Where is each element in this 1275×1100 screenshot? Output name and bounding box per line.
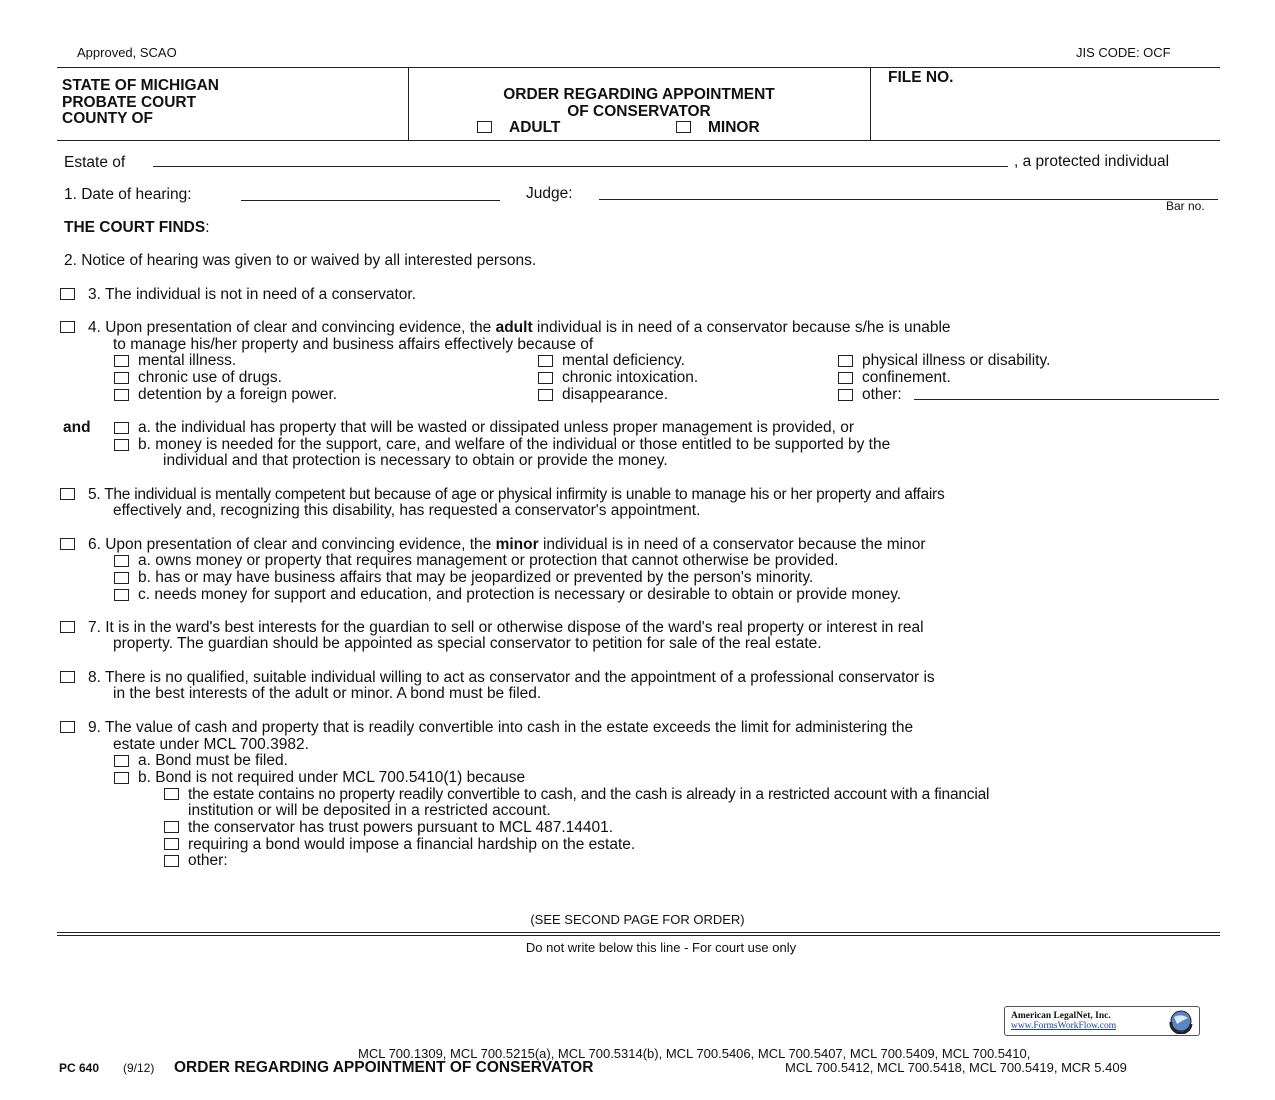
globe-icon [1165, 1008, 1195, 1034]
protected-individual-label: , a protected individual [1014, 153, 1170, 170]
finding-3: 3. The individual is not in need of a conservator. [88, 286, 417, 303]
adult-checkbox[interactable] [477, 121, 492, 133]
finding-9: 9. The value of cash and property that is readily convertible into cash in the estate exceeds the limit for administering the [88, 719, 914, 736]
reason-mental-illness: mental illness. [138, 352, 237, 369]
header-divider-right [870, 67, 871, 140]
file-no-label: FILE NO. [888, 69, 954, 86]
finding-6a: a. owns money or property that requires management or protection that cannot otherwise be provided. [138, 552, 839, 569]
finding-9a-checkbox[interactable] [114, 755, 129, 767]
form-title-line2: OF CONSERVATOR [567, 103, 711, 120]
finding-7-line2: property. The guardian should be appointed as special conservator to petition for sale of the real estate. [113, 635, 822, 652]
bar-no-label: Bar no. [1166, 199, 1205, 213]
reason-intoxication: chronic intoxication. [562, 369, 699, 386]
footer-form-title: ORDER REGARDING APPOINTMENT OF CONSERVATOR [174, 1059, 594, 1076]
bond-reason-other: other: [188, 852, 228, 869]
court-county: COUNTY OF [62, 110, 153, 127]
header-bottom-rule [57, 140, 1220, 141]
reason-disappearance: disappearance. [562, 386, 668, 403]
reason-confinement-checkbox[interactable] [838, 372, 853, 384]
bond-reason-restricted-checkbox[interactable] [164, 788, 179, 800]
finding-9b: b. Bond is not required under MCL 700.5410(1) because [138, 769, 526, 786]
bond-reason-hardship-checkbox[interactable] [164, 838, 179, 850]
finding-6c: c. needs money for support and education, and protection is necessary or desirable to obtain or provide money. [138, 586, 902, 603]
judge-field[interactable] [599, 199, 1218, 200]
hearing-date-label: 1. Date of hearing: [64, 186, 192, 203]
bond-reason-restricted-line2: institution or will be deposited in a restricted account. [188, 802, 551, 819]
finding-9b-checkbox[interactable] [114, 772, 129, 784]
logo-url[interactable]: www.FormsWorkFlow.com [1011, 1021, 1117, 1031]
judge-label: Judge: [526, 185, 573, 202]
finding-9a: a. Bond must be filed. [138, 752, 288, 769]
finding-8-line2: in the best interests of the adult or minor. A bond must be filed. [113, 685, 542, 702]
finding-4b-line2: individual and that protection is necessary to obtain or provide the money. [163, 452, 668, 469]
reason-drugs: chronic use of drugs. [138, 369, 282, 386]
approved-text: Approved, SCAO [77, 45, 177, 60]
and-label: and [63, 419, 91, 436]
finding-4b-checkbox[interactable] [114, 439, 129, 451]
reason-disappearance-checkbox[interactable] [538, 389, 553, 401]
logo-company-name: American LegalNet, Inc. [1011, 1011, 1111, 1021]
finding-9-line2: estate under MCL 700.3982. [113, 736, 309, 753]
finding-4-line2: to manage his/her property and business affairs effectively because of [113, 336, 594, 353]
reason-physical-illness-checkbox[interactable] [838, 355, 853, 367]
bond-reason-trust: the conservator has trust powers pursuant to MCL 487.14401. [188, 819, 614, 836]
finding-6c-checkbox[interactable] [114, 589, 129, 601]
reason-confinement: confinement. [862, 369, 951, 386]
finding-6: 6. Upon presentation of clear and convincing evidence, the minor individual is in need of a conservator because the minor [88, 536, 926, 553]
form-code: PC 640 [59, 1061, 100, 1075]
adult-label: ADULT [509, 119, 561, 136]
estate-name-field[interactable] [153, 166, 1008, 167]
court-state: STATE OF MICHIGAN [62, 77, 219, 94]
see-second-page: (SEE SECOND PAGE FOR ORDER) [530, 912, 745, 927]
finding-6b-checkbox[interactable] [114, 572, 129, 584]
court-use-only-text: Do not write below this line - For court use only [525, 940, 797, 955]
finding-4-checkbox[interactable] [60, 321, 75, 333]
finding-6b: b. has or may have business affairs that may be jeopardized or prevented by the person's minority. [138, 569, 814, 586]
court-use-rule-2 [57, 935, 1220, 936]
reason-other-label: other: [862, 386, 902, 403]
bond-reason-trust-checkbox[interactable] [164, 821, 179, 833]
reason-intoxication-checkbox[interactable] [538, 372, 553, 384]
reason-physical-illness: physical illness or disability. [862, 352, 1051, 369]
finding-8: 8. There is no qualified, suitable individual willing to act as conservator and the appointment of a professional conservator is [88, 669, 935, 686]
finding-4: 4. Upon presentation of clear and convincing evidence, the adult individual is in need of a conservator because s/he is unable [88, 319, 951, 336]
reason-other-checkbox[interactable] [838, 389, 853, 401]
court-finds-heading: THE COURT FINDS: [64, 219, 210, 236]
bond-reason-other-checkbox[interactable] [164, 855, 179, 867]
finding-4a-checkbox[interactable] [114, 422, 129, 434]
reason-drugs-checkbox[interactable] [114, 372, 129, 384]
finding-7: 7. It is in the ward's best interests for the guardian to sell or otherwise dispose of the ward's real property or interest in real [88, 619, 924, 636]
court-name: PROBATE COURT [62, 94, 197, 111]
finding-3-checkbox[interactable] [60, 288, 75, 300]
mcl-citations-line2: MCL 700.5412, MCL 700.5418, MCL 700.5419, MCR 5.409 [785, 1060, 1127, 1075]
minor-label: MINOR [708, 119, 760, 136]
header-top-rule [57, 67, 1220, 68]
estate-label: Estate of [64, 154, 126, 171]
finding-4a: a. the individual has property that will be wasted or dissipated unless proper management is provided, or [138, 419, 854, 436]
reason-mental-deficiency: mental deficiency. [562, 352, 685, 369]
minor-checkbox[interactable] [676, 121, 691, 133]
american-legalnet-logo [1004, 1006, 1200, 1036]
finding-5: 5. The individual is mentally competent but because of age or physical infirmity is unable to manage his or her property and affairs [88, 486, 945, 503]
finding-6a-checkbox[interactable] [114, 555, 129, 567]
finding-6-checkbox[interactable] [60, 538, 75, 550]
jis-code: JIS CODE: OCF [1076, 45, 1171, 60]
finding-8-checkbox[interactable] [60, 671, 75, 683]
reason-mental-illness-checkbox[interactable] [114, 355, 129, 367]
bond-reason-hardship: requiring a bond would impose a financial hardship on the estate. [188, 836, 636, 853]
finding-5-checkbox[interactable] [60, 488, 75, 500]
form-title-line1: ORDER REGARDING APPOINTMENT [503, 86, 775, 103]
hearing-date-field[interactable] [241, 200, 500, 201]
finding-7-checkbox[interactable] [60, 621, 75, 633]
bond-reason-restricted: the estate contains no property readily convertible to cash, and the cash is already in a restricted account with a financial [188, 786, 990, 803]
court-use-rule-1 [57, 932, 1220, 933]
reason-other-field[interactable] [914, 399, 1219, 400]
reason-detention-checkbox[interactable] [114, 389, 129, 401]
reason-detention: detention by a foreign power. [138, 386, 338, 403]
finding-2: 2. Notice of hearing was given to or waived by all interested persons. [64, 252, 537, 269]
finding-5-line2: effectively and, recognizing this disability, has requested a conservator's appointment. [113, 502, 701, 519]
finding-9-checkbox[interactable] [60, 721, 75, 733]
mcl-citations-line1: MCL 700.1309, MCL 700.5215(a), MCL 700.5314(b), MCL 700.5406, MCL 700.5407, MCL 700.5409, MCL 700.5410, [358, 1046, 1031, 1061]
form-revision: (9/12) [123, 1061, 155, 1075]
finding-4b: b. money is needed for the support, care, and welfare of the individual or those entitled to be supported by the [138, 436, 891, 453]
reason-mental-deficiency-checkbox[interactable] [538, 355, 553, 367]
